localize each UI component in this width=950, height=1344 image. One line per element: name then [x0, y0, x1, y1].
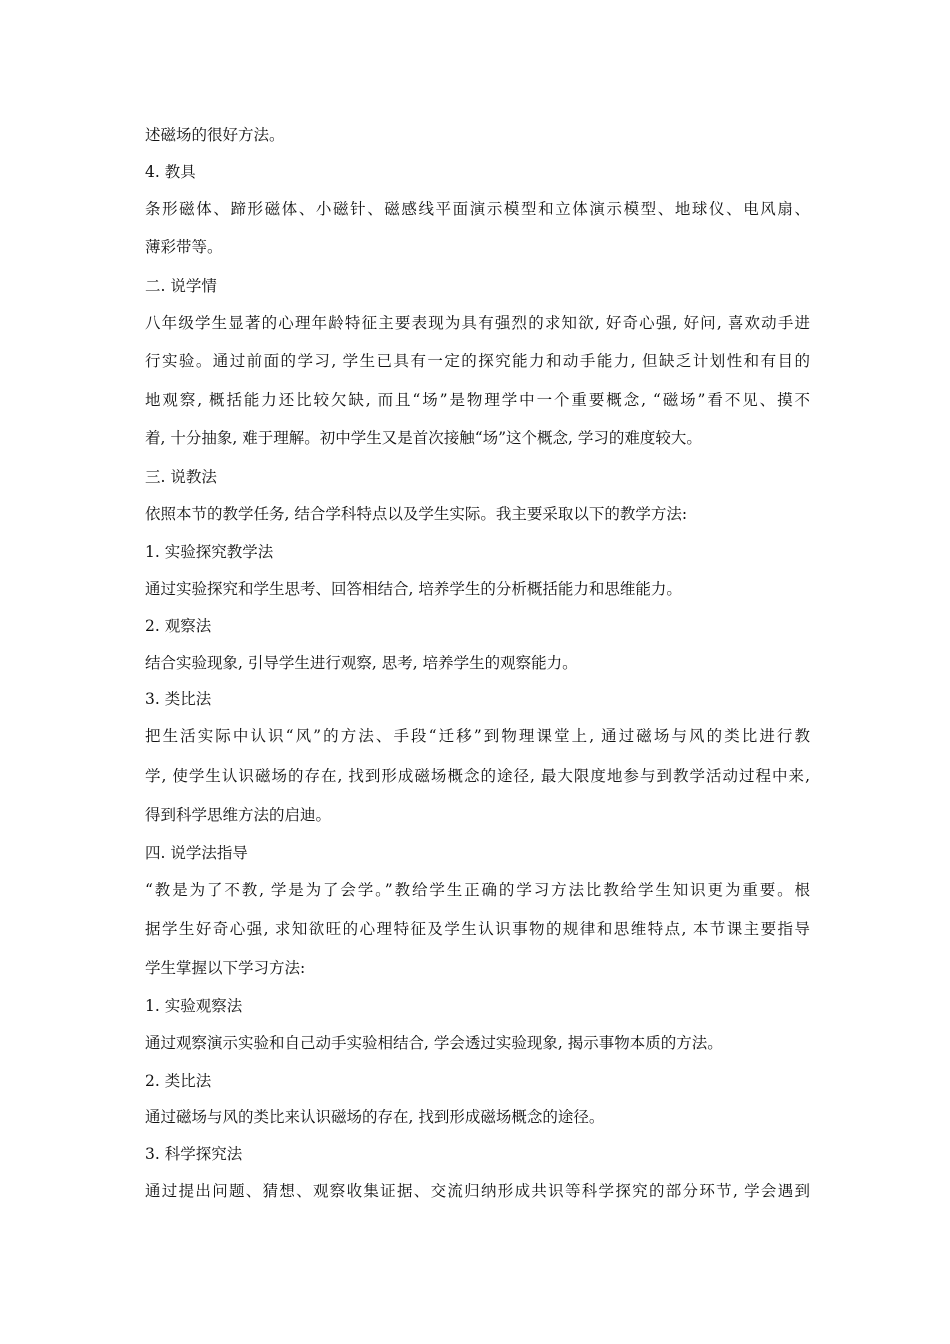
text-line: 薄彩带等。	[145, 238, 223, 256]
text-line: 通过观察演示实验和自己动手实验相结合, 学会透过实验现象, 揭示事物本质的方法。	[145, 1034, 723, 1052]
section-heading: 1. 实验探究教学法	[145, 543, 274, 561]
text-line: 通过提出问题、猜想、观察收集证据、交流归纳形成共识等科学探究的部分环节, 学会遇到	[145, 1182, 810, 1200]
section-heading: 2. 观察法	[145, 617, 212, 635]
text-line: 八年级学生显著的心理年龄特征主要表现为具有强烈的求知欲, 好奇心强, 好问, 喜欢动手进	[145, 314, 810, 332]
text-line: 着, 十分抽象, 难于理解。初中学生又是首次接触“场”这个概念, 学习的难度较大。	[145, 429, 702, 447]
text-line: 据学生好奇心强, 求知欲旺的心理特征及学生认识事物的规律和思维特点, 本节课主要指导	[145, 920, 810, 938]
section-heading: 四. 说学法指导	[145, 844, 248, 862]
text-line: 地观察, 概括能力还比较欠缺, 而且“场”是物理学中一个重要概念, “磁场”看不见、摸不	[145, 391, 810, 409]
text-line: 行实验。通过前面的学习, 学生已具有一定的探究能力和动手能力, 但缺乏计划性和有目的	[145, 352, 810, 370]
text-line: 学生掌握以下学习方法:	[145, 959, 306, 977]
section-heading: 3. 科学探究法	[145, 1145, 243, 1163]
section-heading: 4. 教具	[145, 163, 196, 181]
text-line: 述磁场的很好方法。	[145, 126, 285, 144]
text-line: 依照本节的教学任务, 结合学科特点以及学生实际。我主要采取以下的教学方法:	[145, 505, 688, 523]
text-line: 得到科学思维方法的启迪。	[145, 806, 332, 824]
section-heading: 1. 实验观察法	[145, 997, 243, 1015]
text-line: 条形磁体、蹄形磁体、小磁针、磁感线平面演示模型和立体演示模型、地球仪、电风扇、	[145, 200, 810, 218]
section-heading: 3. 类比法	[145, 690, 212, 708]
section-heading: 2. 类比法	[145, 1072, 212, 1090]
text-line: 结合实验现象, 引导学生进行观察, 思考, 培养学生的观察能力。	[145, 654, 578, 672]
text-line: “教是为了不教, 学是为了会学。”教给学生正确的学习方法比教给学生知识更为重要。根	[145, 881, 810, 899]
section-heading: 二. 说学情	[145, 277, 217, 295]
text-line: 把生活实际中认识“风”的方法、手段“迁移”到物理课堂上, 通过磁场与风的类比进行教	[145, 727, 810, 745]
text-line: 学, 使学生认识磁场的存在, 找到形成磁场概念的途径, 最大限度地参与到教学活动过程中来,	[145, 767, 810, 785]
section-heading: 三. 说教法	[145, 468, 217, 486]
text-line: 通过磁场与风的类比来认识磁场的存在, 找到形成磁场概念的途径。	[145, 1108, 605, 1126]
text-line: 通过实验探究和学生思考、回答相结合, 培养学生的分析概括能力和思维能力。	[145, 580, 682, 598]
